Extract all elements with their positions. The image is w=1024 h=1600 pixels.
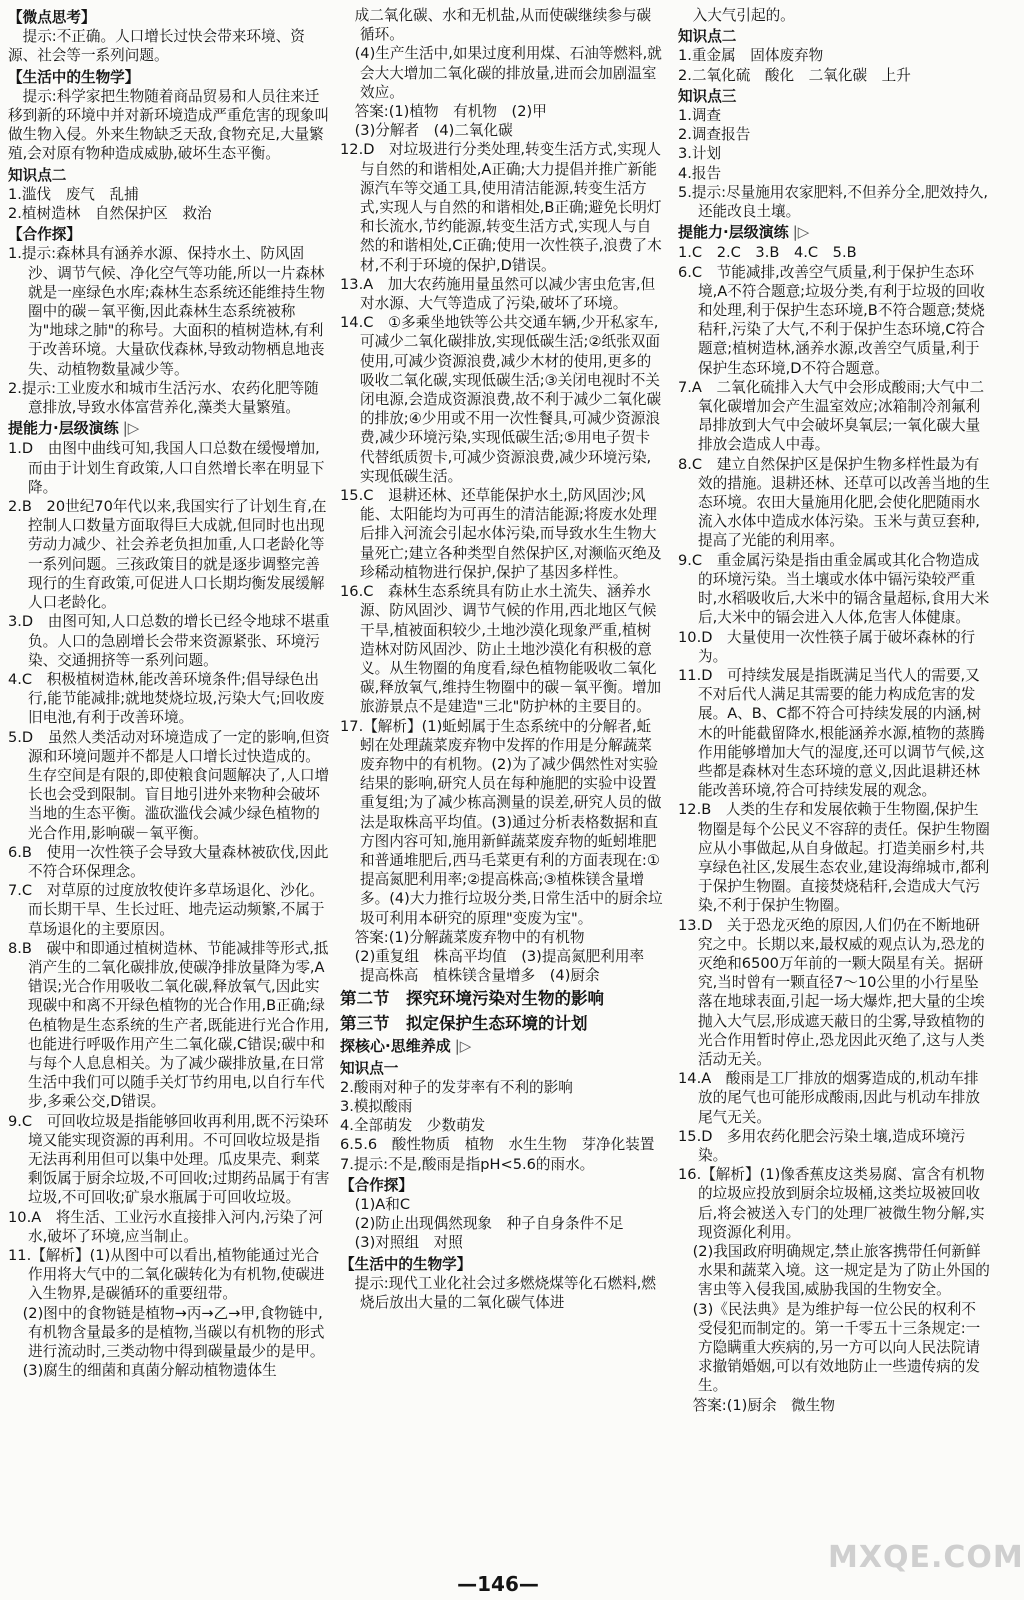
answer-item: 答案:(1)分解蔬菜废弃物中的有机物 [340, 928, 585, 946]
exercise-section-bar: 提能力·层级演练 |▷ [8, 419, 140, 438]
exercise-section-bar: 提能力·层级演练 |▷ [678, 223, 810, 242]
text-line: (1)A和C [340, 1195, 411, 1213]
answer-item: 7.A 二氧化硫排入大气中会形成酸雨;大气中二氧化碳增加会产生温室效应;冰箱制冷剂氟利昂排放到大气中会破坏臭氧层;一氧化碳大量排放会造成人中毒。 [678, 378, 985, 454]
answer-item: 提示:现代工业化社会过多燃烧煤等化石燃料,燃烧后放出大量的二氧化碳气体进 [340, 1274, 657, 1311]
answer-item: 2.B 20世纪70年代以来,我国实行了计划生育,在控制人口数量方面取得巨大成就,但同时也出现劳动力减少、社会养老负担加重,人口老龄化等一系列问题。三孩政策目的就是逐步调整完善现行的生育政策,可促进人口长期均衡发展缓解人口老龄化。 [8, 498, 327, 612]
text-line: 2.二氧化硫 酸化 二氧化碳 上升 [678, 66, 911, 84]
text-line: 提示:科学家把生物随着商品贸易和人员往来迁移到新的环境中并对新环境造成严重危害的现象叫做生物入侵。外来生物缺乏天敌,食物充足,大量繁殖,会对原有物种造成威胁,破坏生态平衡。 [8, 87, 330, 163]
text-line: 提示:不正确。人口增长过快会带来环境、资源、社会等一系列问题。 [8, 28, 305, 65]
answer-item: 15.D 多用农药化肥会污染土壤,造成环境污染。 [678, 1127, 966, 1164]
answer-item: 7.C 对草原的过度放牧使许多草场退化、沙化。而长期干旱、生长过旺、地壳运动频繁,不属于草场退化的主要原因。 [8, 882, 325, 938]
section-heading: 知识点一 [340, 1059, 399, 1077]
answer-item: (2)我国政府明确规定,禁止旅客携带任何新鲜水果和蔬菜入境。这一规定是为了防止外国的害虫等入侵我国,威胁我国的生物安全。 [678, 1243, 990, 1299]
answer-item: 11.D 可持续发展是指既满足当代人的需要,又不对后代人满足其需要的能力构成危害的发展。A、B、C都不符合可持续发展的内涵,树木的叶能截留降水,根能涵养水源,植物的蒸腾作用能够增加大气的湿度,还可以调节气候,这些都是森林对生态环境的意义,因此退耕还林能改善环境,符合可持续发展的观念。 [678, 666, 985, 800]
text-line: 2.调查报告 [678, 126, 751, 144]
answer-item: 13.D 关于恐龙灭绝的原因,人们仍在不断地研究之中。长期以来,最权威的观点认为,恐龙的灭绝和6500万年前的一颗大陨星有关。据研究,当时曾有一颗直径7～10公里的小行星坠落在地球表面,引起一场大爆炸,把大量的尘埃抛入大气层,形成遮天蔽日的尘雾,导致植物的光合作用暂时停止,恐龙因此灭绝了,这与人类活动无关。 [678, 916, 985, 1068]
site-watermark: MXQE.COM [828, 1540, 1024, 1575]
answer-item: 16.C 森林生态系统具有防止水土流失、涵养水源、防风固沙、调节气候的作用,西北地区气候干旱,植被面积较少,土地沙漠化现象严重,植树造林对防风固沙、防止土地沙漠化有积极的意义。从生物圈的角度看,绿色植物能吸收二氧化碳,释放氧气,维持生物圈中的碳－氧平衡。增加旅游景点不是建造"三北"防护林的主要目的。 [340, 583, 662, 716]
section-heading: 【生活中的生物学】 [340, 1255, 472, 1273]
text-line: 1.滥伐 废气 乱捕 [8, 185, 139, 203]
text-line: (3)对照组 对照 [340, 1234, 463, 1252]
answer-item: (3)腐生的细菌和真菌分解动植物遗体生 [8, 1362, 277, 1380]
answer-item: (2)防止出现偶然现象 种子自身条件不足 [340, 1215, 624, 1233]
text-line: 1.重金属 固体废弃物 [678, 47, 824, 65]
answer-item: 1.提示:森林具有涵养水源、保持水土、防风固沙、调节气候、净化空气等功能,所以一片森林就是一座绿色水库;森林生态系统还能维持生物圈中的碳－氧平衡,因此森林生态系统被称为"地球之肺"的称号。大面积的植树造林,有利于改善环境。大量砍伐森林,导致动物栖息地丧失、动植物数量减少等。 [8, 245, 325, 378]
answer-item: 5.D 虽然人类活动对环境造成了一定的影响,但资源和环境问题并不都是人口增长过快造成的。生存空间是有限的,即使粮食问题解决了,人口增长也会受到限制。盲目地引进外来物种会破坏当地的生态平衡。滥砍滥伐会减少绿色植物的光合作用,影响碳－氧平衡。 [8, 728, 330, 842]
triangle-icon: |▷ [122, 419, 140, 438]
answer-item: 2.提示:工业废水和城市生活污水、农药化肥等随意排放,导致水体富营养化,藻类大量繁殖。 [8, 379, 319, 417]
triangle-icon: |▷ [454, 1037, 472, 1056]
column-middle [340, 6, 664, 1312]
text-line: 3.计划 [678, 145, 722, 163]
column-right [678, 6, 990, 1415]
answer-item: (2)图中的食物链是植物→丙→乙→甲,食物链中,有机物含量最多的是植物,当碳以有机物的形式进行流动时,三类动物中得到碳量最少的是甲。 [8, 1304, 325, 1361]
answer-item: 17.【解析】(1)蚯蚓属于生态系统中的分解者,蚯蚓在处理蔬菜废弃物中发挥的作用是分解蔬菜废弃物中的有机物。(2)为了减少偶然性对实验结果的影响,研究人员在每种施肥的实验中设置重复组;为了减少栋高测量的误差,研究人员的做法是取株高平均值。(3)通过分析表格数据和直方图内容可知,施用新鲜蔬菜废弃物的蚯蚓堆肥和普通堆肥后,西马毛菜更有利的方面表现在:①提高氮肥利用率;②提高株高;③植株镁含量增多。(4)大力推行垃圾分类,日常生活中的厨余垃圾可利用本研究的原理"变废为宝"。 [340, 717, 663, 927]
answer-item: 3.D 由图可知,人口总数的增长已经令地球不堪重负。人口的急剧增长会带来资源紧张、环境污染、交通拥挤等一系列问题。 [8, 613, 330, 669]
text-line: 2.酸雨对种子的发芽率有不利的影响 [340, 1078, 573, 1096]
section-heading: 【合作探】 [340, 1176, 413, 1194]
answer-item: 9.C 重金属污染是指由重金属或其化合物造成的环境污染。当土壤或水体中镉污染较严重时,水稻吸收后,大米中的镉含量超标,食用大米后,大米中的镉会进入人体,危害人体健康。 [678, 551, 990, 627]
answer-item: 12.B 人类的生存和发展依赖于生物圈,保护生物圈是每个公民义不容辞的责任。保护生物圈应从小事做起,从自身做起。打造美丽乡村,共享绿色社区,发展生态农业,建设海绵城市,都利于保护生物圈。直接焚烧秸秆,会造成大气污染,不利于保护生物圈。 [678, 801, 990, 915]
answer-item: 14.A 酸雨是工厂排放的烟雾造成的,机动车排放的尾气也可能形成酸雨,因此与机动车排放尾气无关。 [678, 1070, 980, 1126]
answer-item: 9.C 可回收垃圾是指能够回收再利用,既不污染环境又能实现资源的再利用。不可回收垃圾是指无法再利用但可以集中处理。瓜皮果壳、剩菜剩饭属于厨余垃圾,不可回收;过期药品属于有害垃圾,不可回收;矿泉水瓶属于可回收垃圾。 [8, 1112, 330, 1207]
exercise-section-bar: 探核心·思维养成 |▷ [340, 1037, 472, 1056]
section-heading: 知识点二 [8, 166, 67, 184]
chapter-title: 第三节 拟定保护生态环境的计划 [340, 1014, 588, 1034]
text-line: 2.植树造林 自然保护区 救治 [8, 205, 212, 223]
answer-item: 5.提示:尽量施用农家肥料,不但养分全,肥效持久,还能改良土壤。 [678, 183, 989, 221]
text-line: 3.模拟酸雨 [340, 1097, 413, 1115]
answer-item: 4.C 积极植树造林,能改善环境条件;倡导绿色出行,能节能减排;就地焚烧垃圾,污染大气;回收废旧电池,有利于改善环境。 [8, 670, 325, 727]
chapter-title: 第二节 探究环境污染对生物的影响 [340, 989, 604, 1009]
answer-item: 10.A 将生活、工业污水直接排入河内,污染了河水,破坏了环境,应当制止。 [8, 1208, 324, 1245]
section-heading: 知识点三 [678, 87, 737, 105]
answer-item: 8.B 碳中和即通过植树造林、节能减排等形式,抵消产生的二氧化碳排放,使碳净排放量降为零,A错误;光合作用吸收二氧化碳,释放氧气,因此实现碳中和离不开绿色植物的光合作用,B正确;绿色植物是生态系统的生产者,既能进行光合作用,也能进行呼吸作用产生二氧化碳,C错误;碳中和与每个人息息相关。为了减少碳排放量,在日常生活中我们可以随手关灯节约用电,以自行车代步,多乘公交,D错误。 [8, 939, 330, 1111]
page-number: —146— [457, 1572, 539, 1596]
answer-item: 16.【解析】(1)像香蕉皮这类易腐、富含有机物的垃圾应投放到厨余垃圾桶,这类垃圾被回收后,将会被送入专门的处理厂被微生物分解,实现资源化利用。 [678, 1166, 985, 1241]
answer-item: 1.D 由图中曲线可知,我国人口总数在缓慢增加,而由于计划生育政策,人口自然增长率在明显下降。 [8, 440, 325, 496]
section-heading: 【合作探】 [8, 226, 81, 244]
answer-item: 6.C 节能减排,改善空气质量,利于保护生态环境,A不符合题意;垃圾分类,有利于垃圾的回收和处理,利于保护生态环境,B不符合题意;焚烧秸秆,污染了大气,不利于保护生态环境,C符合题意;植树造林,涵养水源,改善空气质量,利于保护生态环境,D不符合题意。 [678, 263, 985, 377]
section-heading: 【微点思考】 [8, 9, 96, 26]
answer-item: 6.5.6 酸性物质 植物 水生生物 芽净化装置 [340, 1136, 655, 1154]
answer-item: 11.【解析】(1)从图中可以看出,植物能通过光合作用将大气中的二氧化碳转化为有机物,使碳进入生物界,是碳循环的重要纽带。 [8, 1247, 325, 1303]
answer-item: 答案:(1)厨余 微生物 [678, 1396, 835, 1414]
answer-item: (3)分解者 (4)二氧化碳 [340, 122, 513, 140]
answer-item: 成二氧化碳、水和无机盐,从而使碳继续参与碳循环。 [340, 7, 652, 44]
triangle-icon: |▷ [792, 223, 810, 242]
answer-item: (2)重复组 株高平均值 (3)提高氮肥利用率 提高株高 植株镁含量增多 (4)厨余 [340, 947, 659, 985]
text-line: 7.提示:不是,酸雨是指pH<5.6的雨水。 [340, 1155, 595, 1173]
section-heading: 知识点二 [678, 28, 737, 46]
text-line: 4.报告 [678, 164, 722, 182]
section-heading: 【生活中的生物学】 [8, 68, 140, 86]
answer-item: 13.A 加大农药施用量虽然可以减少害虫危害,但对水源、大气等造成了污染,破坏了环境。 [340, 275, 656, 313]
column-left [8, 6, 330, 1380]
answer-item: 答案:(1)植物 有机物 (2)甲 [340, 103, 547, 121]
answer-item: 6.B 使用一次性筷子会导致大量森林被砍伐,因此不符合环保理念。 [8, 843, 329, 880]
text-line: 4.全部萌发 少数萌发 [340, 1117, 486, 1135]
answer-item: (4)生产生活中,如果过度利用煤、石油等燃料,就会大大增加二氧化碳的排放量,进而会加剧温室效应。 [340, 45, 662, 101]
answer-item: 15.C 退耕还林、还草能保护水土,防风固沙;风能、太阳能均为可再生的清洁能源;将废水处理后排入河流会引起水体污染,而导致水生生物大量死亡;建立各种类型自然保护区,对濒临灭绝及珍稀动植物进行保护,保护了基因多样性。 [340, 487, 662, 581]
answer-item: 14.C ①多乘坐地铁等公共交通车辆,少开私家车,可减少二氧化碳排放,实现低碳生活;②纸张双面使用,可减少资源浪费,减少木材的使用,更多的吸收二氧化碳,实现低碳生活;③关闭电视时不关闭电源,会造成资源浪费,故不利于减少二氧化碳的排放;④少用或不用一次性餐具,可减少资源浪费,减少环境污染,实现低碳生活;⑤用电子贺卡代替纸质贺卡,可减少资源浪费,减少环境污染,实现低碳生活。 [340, 314, 662, 485]
answer-item: (3)《民法典》是为维护每一位公民的权利不受侵犯而制定的。第一千零五十三条规定:一方隐瞒重大疾病的,另一方可以向人民法院请求撤销婚姻,可以有效地防止一些遗传病的发生。 [678, 1300, 981, 1395]
text-line: 1.调查 [678, 107, 722, 125]
answer-item: 入大气引起的。 [678, 7, 795, 24]
text-line: 1.C 2.C 3.B 4.C 5.B [678, 244, 857, 262]
answer-item: 10.D 大量使用一次性筷子属于破坏森林的行为。 [678, 628, 976, 665]
answer-item: 12.D 对垃圾进行分类处理,转变生活方式,实现人与自然的和谐相处,A正确;大力提倡并推广新能源汽车等交通工具,使用清洁能源,转变生活方式,实现人与自然的和谐相处,B正确;避免长明灯和长流水,节约能源,转变生活方式,实现人与自然的和谐相处,C正确;使用一次性筷子,浪费了木材,不利于环境的保护,D错误。 [340, 141, 662, 274]
answer-item: 8.C 建立自然保护区是保护生物多样性最为有效的措施。退耕还林、还草可以改善当地的生态环境。农田大量施用化肥,会使化肥随雨水流入水体中造成水体污染。玉米与黄豆套种,提高了光能的利用率。 [678, 455, 990, 550]
